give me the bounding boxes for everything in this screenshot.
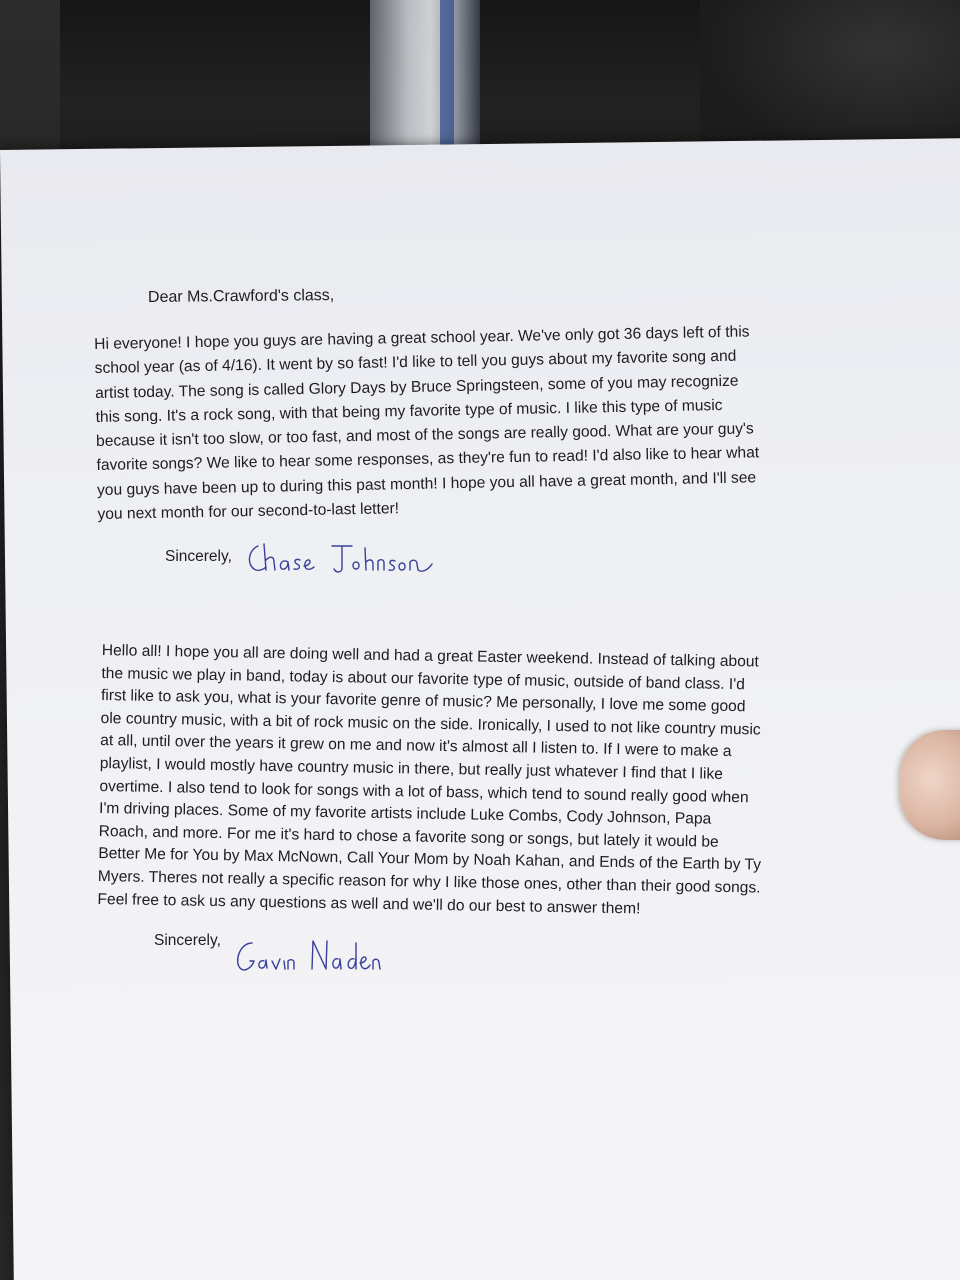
second-closing: Sincerely,	[154, 932, 221, 949]
first-letter-body	[94, 318, 868, 527]
body-line: Hello all! I hope you all are doing well and had a great Easter weekend. Instead of talking about	[101, 641, 759, 671]
body-line: Hi everyone! I hope you guys are having a great school year. We've only got 36 days left of this	[94, 323, 750, 353]
body-line: playlist, I would mostly have country music in there, but really just whatever I find that I like	[99, 754, 724, 783]
body-line: I'm driving places. Some of my favorite artists include Luke Combs, Cody Johnson, Papa	[98, 800, 712, 828]
second-signature	[232, 935, 392, 979]
body-line: Roach, and more. For me it's hard to chose a favorite song or songs, but lately it would be	[98, 822, 719, 851]
first-signature	[242, 540, 442, 580]
body-line: you next month for our second-to-last letter!	[97, 500, 400, 524]
body-line: this song. It's a rock song, with that being my favorite type of music. I like this type of music	[95, 396, 723, 426]
body-line: overtime. I also tend to look for songs with a lot of bass, which tend to sound really good when	[99, 777, 749, 806]
body-line: Myers. Theres not really a specific reason for why I like those ones, other than their good songs.	[97, 867, 761, 897]
body-line: ole country music, with a bit of rock music on the side. Ironically, I used to not like country music	[100, 709, 761, 739]
second-letter-body	[97, 640, 842, 924]
body-line: first like to ask you, what is your favorite genre of music? Me personally, I love me some good	[100, 687, 746, 716]
first-closing: Sincerely,	[165, 548, 232, 565]
body-line: at all, until over the years it grew on me and now it's almost all I listen to. If I were to make a	[100, 732, 732, 761]
body-line: Feel free to ask us any questions as well and we'll do our best to answer them!	[97, 890, 641, 917]
body-line: the music we play in band, today is about our favorite type of music, outside of band class. I'd	[101, 664, 746, 693]
background-shadow-right	[700, 0, 960, 160]
body-line: because it isn't too slow, or too fast, and most of the songs are really good. What are your guy's	[95, 420, 754, 451]
body-line: Better Me for You by Max McNown, Call Your Mom by Noah Kahan, and Ends of the Earth by Ty	[98, 845, 762, 874]
body-line: school year (as of 4/16). It went by so fast! I'd like to tell you guys about my favorite song and	[94, 347, 737, 378]
letter-salutation: Dear Ms.Crawford's class,	[147, 287, 335, 306]
body-line: artist today. The song is called Glory Days by Bruce Springsteen, some of you may recognize	[94, 372, 739, 402]
background-object-left	[0, 0, 60, 170]
body-line: you guys have been up to during this past month! I hope you all have a great month, and I'll see	[96, 469, 757, 499]
body-line: favorite songs? We like to hear some responses, as they're fun to read! I'd also like to hear what	[96, 444, 760, 475]
